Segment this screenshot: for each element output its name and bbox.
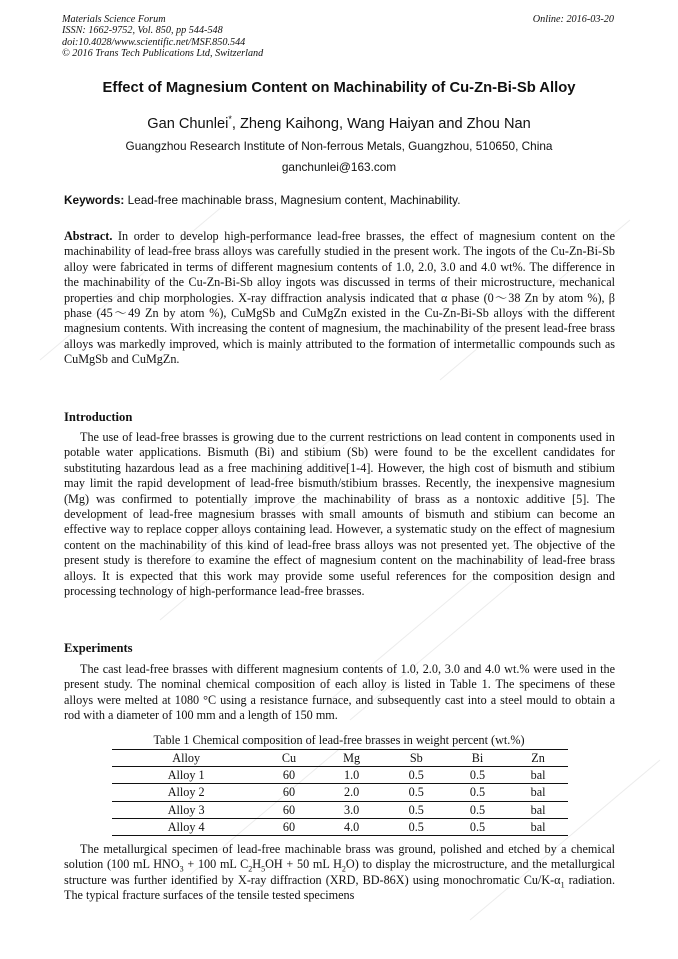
table-cell: 0.5	[386, 801, 447, 818]
subscript: 3	[179, 864, 184, 874]
table-row	[112, 801, 568, 818]
subscript: 2	[341, 864, 346, 874]
table-caption: Table 1 Chemical composition of lead-free brasses in weight percent (wt.%)	[153, 733, 525, 747]
table-header-cell: Sb	[386, 750, 447, 767]
table-cell: 3.0	[318, 801, 386, 818]
table-cell: 60	[260, 818, 317, 835]
table-cell: 60	[260, 767, 317, 784]
table-row	[112, 818, 568, 835]
table-cell: 0.5	[447, 818, 508, 835]
table-cell: 60	[260, 784, 317, 801]
experiments-text: The cast lead-free brasses with different magnesium contents of 1.0, 2.0, 3.0 and 4.0 wt.% were used in the present study. The nominal chemical composition of each alloy is listed in Table 1. The specimens of these alloys were melted at 1080 °C using a resistance furnace, and subsequently cast into a steel mould to obtain a rod with a diameter of 100 mm and a length of 150 mm.	[64, 662, 615, 723]
first-author: Gan Chunlei	[147, 115, 229, 132]
table-cell: bal	[508, 784, 568, 801]
subscript: 5	[261, 864, 266, 874]
table-row	[112, 784, 568, 801]
table-row	[112, 767, 568, 784]
doi-line: doi:10.4028/www.scientific.net/MSF.850.544	[62, 36, 246, 48]
abstract-text: In order to develop high-performance lead-free brasses, the effect of magnesium content on the machinability of lead-free brass alloys was carefully studied in the present work. The ingots of the Cu-Zn-Bi-Sb alloy were fabricated in terms of different magnesium contents of 1.0, 2.0, 3.0 and 4.0 wt%. The difference in the machinability of the Cu-Zn-Bi-Sb alloy ingots was discussed in terms of their microstructure, mechanical properties and chip morphologies. X-ray diffraction analysis indicated that α phase (0～38 Zn by atom %), β phase (45～49 Zn by atom %), CuMgSb and CuMgZn existed in the Cu-Zn-Bi-Sb alloys with the different magnesium contents. With increasing the content of magnesium, the machinability of the present lead-free brass alloys was markedly improved, which is mainly attributed to the formation of intermetallic compounds such as CuMgSb and CuMgZn.	[64, 229, 615, 367]
subscript: 2	[248, 864, 253, 874]
table-cell: 0.5	[386, 818, 447, 835]
table-cell: bal	[508, 818, 568, 835]
table-cell: 0.5	[386, 767, 447, 784]
journal-info	[62, 14, 263, 60]
text-run: radiation. The typical fracture surfaces of the tensile tested specimens	[64, 872, 615, 903]
text-run: + 100 mL C	[183, 857, 249, 872]
copyright-line: © 2016 Trans Tech Publications Ltd, Switzerland	[62, 48, 264, 60]
corresponding-mark: *	[228, 114, 232, 124]
table-cell: 0.5	[447, 801, 508, 818]
introduction-heading: Introduction	[64, 410, 133, 424]
text-run: OH + 50 mL H	[265, 857, 342, 872]
table-cell: Alloy 1	[112, 767, 260, 784]
affiliation: Guangzhou Research Institute of Non-ferrous Metals, Guangzhou, 510650, China	[125, 139, 553, 153]
table-cell: 4.0	[318, 818, 386, 835]
online-date: Online: 2016-03-20	[532, 14, 614, 25]
table-cell: Alloy 2	[112, 784, 260, 801]
table-cell: 60	[260, 801, 317, 818]
paper-title: Effect of Magnesium Content on Machinability of Cu-Zn-Bi-Sb Alloy	[102, 80, 576, 96]
experiments-heading: Experiments	[64, 641, 133, 655]
table-cell: 0.5	[386, 784, 447, 801]
abstract-label: Abstract.	[64, 229, 113, 243]
issn-line: ISSN: 1662-9752, Vol. 850, pp 544-548	[62, 25, 223, 37]
table-header-cell: Bi	[447, 750, 508, 767]
table-cell: bal	[508, 767, 568, 784]
table-cell: Alloy 4	[112, 818, 260, 835]
table-cell: 0.5	[447, 767, 508, 784]
table-cell: 1.0	[318, 767, 386, 784]
table-header-row	[112, 750, 568, 767]
text-run: O) to display the microstructure, and the metallurgical structure was further identified by X-ray diffraction (XRD, BD-86X) using monochromatic Cu/K-α	[64, 857, 616, 887]
table-header-cell: Mg	[318, 750, 386, 767]
table-header-cell: Cu	[260, 750, 317, 767]
abstract	[64, 229, 615, 368]
journal-name: Materials Science Forum	[62, 14, 166, 25]
subscript: 1	[560, 880, 565, 890]
table-cell: 2.0	[318, 784, 386, 801]
composition-table	[112, 749, 568, 836]
table-header-cell: Alloy	[112, 750, 260, 767]
other-authors: , Zheng Kaihong, Wang Haiyan and Zhou Nan	[231, 115, 531, 132]
text-run: The metallurgical specimen of lead-free machinable brass was ground, polished and etched by a chemical solution (100 mL HNO	[64, 842, 615, 872]
table-cell: Alloy 3	[112, 801, 260, 818]
metallurgy-text	[64, 842, 615, 904]
text-run: H	[252, 857, 262, 872]
table-cell: bal	[508, 801, 568, 818]
author-list	[0, 114, 678, 132]
keywords-label: Keywords:	[64, 193, 125, 207]
table-cell: 0.5	[447, 784, 508, 801]
keywords-text: Lead-free machinable brass, Magnesium content, Machinability.	[124, 193, 461, 207]
table-header-cell: Zn	[508, 750, 568, 767]
keywords	[64, 193, 616, 207]
author-email[interactable]: ganchunlei@163.com	[281, 160, 397, 174]
introduction-text: The use of lead-free brasses is growing due to the current restrictions on lead content in components used in potable water applications. Bismuth (Bi) and stibium (Sb) were found to be the excellent candidates for substituting hazardous lead as a free machining additive[1-4]. However, the high cost of bismuth and stibium may limit the rapid development of lead-free bismuth/stibium brasses. Recently, the inexpensive magnesium (Mg) was confirmed to potentially improve the machinability of brass as a nontoxic additive [5]. The development of lead-free magnesium brasses with small amounts of bismuth and stibium can become an effective way to replace copper alloys containing lead. However, a systematic study on the effect of magnesium content on the machinability of this kind of lead-free brass alloys was not presented yet. The objective of the present study is therefore to examine the effect of magnesium content on the machinability of lead-free brass alloys. It is expected that this work may provide some useful references for the composition design and processing technology of high-performance lead-free brasses.	[64, 430, 615, 599]
